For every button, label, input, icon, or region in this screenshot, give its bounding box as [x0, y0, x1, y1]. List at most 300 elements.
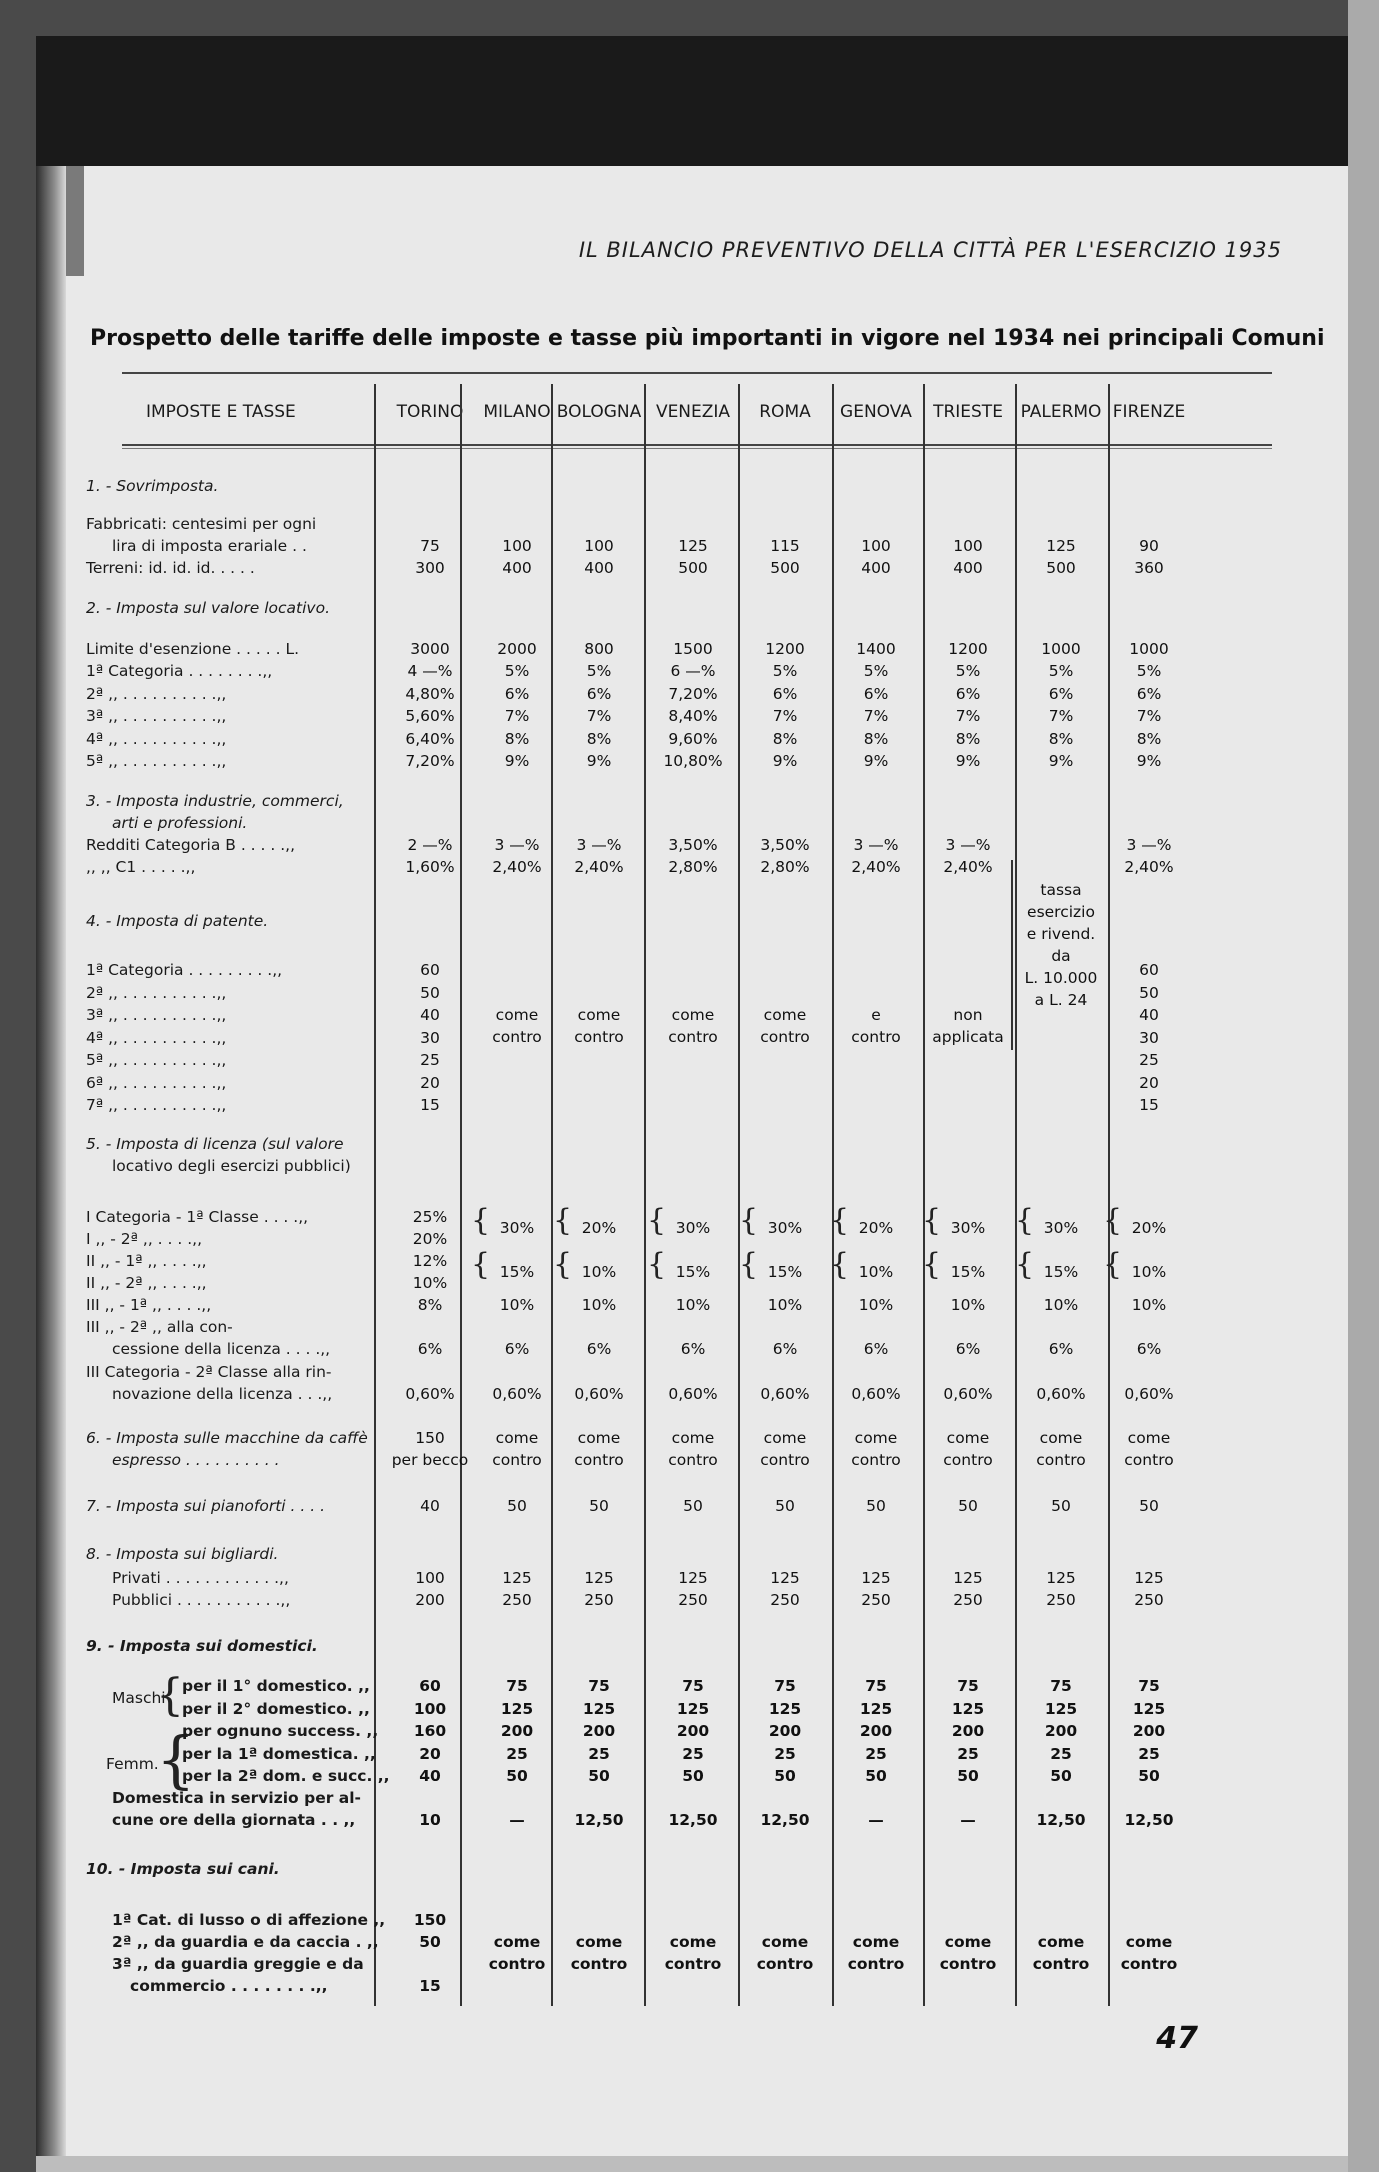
licenza-brace: { [1103, 1247, 1123, 1282]
cell-torino: 25% [412, 1208, 448, 1226]
cell-lim: 1200 [948, 640, 988, 658]
patente-contro: contro [668, 1028, 718, 1046]
cell-dom2: 125 [676, 1699, 710, 1718]
cell-pia: 50 [958, 1497, 978, 1515]
header-rule-top [122, 372, 1272, 374]
cell-caf: come [577, 1429, 621, 1447]
cell-fab2: 100 [953, 537, 983, 555]
row-label: Terreni: id. id. id. . . . . [86, 559, 255, 577]
cell-caf: come [854, 1429, 898, 1447]
column-rule [551, 384, 553, 2006]
cell-caf: come [495, 1429, 539, 1447]
cell-dom3: 200 [768, 1722, 802, 1740]
row-label: 2ª ,, . . . . . . . . . .,, [86, 684, 227, 703]
page-binding-edge [36, 166, 66, 2156]
cell-caf: contro [1036, 1451, 1086, 1469]
patente-contro: contro [851, 1028, 901, 1046]
cell-big1: 125 [678, 1569, 708, 1587]
cani-come: come [1125, 1933, 1173, 1951]
cell-caf: per becco [391, 1451, 469, 1469]
cell-cat4: 8% [586, 729, 612, 748]
cell-dom2: 125 [582, 1699, 616, 1718]
page-binding-strip [66, 166, 84, 276]
cell-cat5: 9% [586, 752, 612, 770]
column-header-imposte: IMPOSTE E TASSE [146, 402, 296, 422]
cell-redC: 2,40% [492, 858, 542, 876]
licenza-brace: { [471, 1247, 491, 1282]
cell-lic7b: 0,60% [760, 1385, 810, 1403]
cell-cat4: 8% [955, 729, 981, 748]
cell-torino: 50 [419, 1933, 441, 1951]
row-label: per la 1ª domestica. ,, [182, 1744, 376, 1763]
cell-cat3: 7% [772, 707, 798, 725]
cell-cat5: 7,20% [405, 752, 455, 770]
licenza-brace: { [1015, 1247, 1035, 1282]
cell-cat2: 6% [955, 684, 981, 703]
row-label: 6ª ,, . . . . . . . . . .,, [86, 1073, 227, 1092]
cell-cat5: 9% [1136, 752, 1162, 770]
licenza-brace: { [830, 1203, 850, 1238]
cell-big2: 250 [1134, 1591, 1164, 1609]
cell-pia: 50 [1139, 1497, 1159, 1515]
cell-cat1: 5% [504, 662, 530, 680]
cell-dom6b: — [868, 1811, 884, 1829]
section-title: 5. - Imposta di licenza (sul valore [86, 1135, 344, 1153]
cell-lim: 3000 [410, 640, 450, 658]
cell-lic5: 10% [499, 1296, 535, 1314]
row-label: I Categoria - 1ª Classe . . . .,, [86, 1208, 309, 1226]
cell-firenze: 60 [1139, 961, 1159, 979]
cell-pia: 50 [775, 1497, 795, 1515]
patente-come: come [577, 1006, 621, 1024]
cani-come: come [669, 1933, 717, 1951]
cell-pia: 40 [420, 1497, 440, 1515]
cell-lic5: 8% [417, 1296, 443, 1314]
cell-dom1: 75 [1138, 1677, 1160, 1695]
cell-big1: 125 [770, 1569, 800, 1587]
cani-contro: contro [756, 1955, 814, 1973]
cell-terr: 500 [770, 559, 800, 577]
cell-lic6b: 6% [586, 1340, 612, 1358]
row-label: Fabbricati: centesimi per ogni [86, 515, 317, 533]
cell-dom6b: — [509, 1811, 525, 1829]
cell-redC: 1,60% [405, 858, 455, 876]
row-label: 2ª ,, da guardia e da caccia . ,, [112, 1933, 379, 1951]
cell-cat2: 4,80% [405, 684, 455, 703]
cell-dom1: 60 [419, 1677, 441, 1695]
row-label: per ognuno success. ,, [182, 1722, 379, 1740]
cell-torino: 15 [420, 1096, 440, 1114]
cell-firenze: 30 [1139, 1028, 1159, 1047]
patente-come: come [495, 1006, 539, 1024]
row-label: cune ore della giornata . . ,, [112, 1811, 356, 1829]
cell-terr: 360 [1134, 559, 1164, 577]
cell-pia: 50 [589, 1497, 609, 1515]
cell-redB: 3 —% [494, 836, 540, 854]
row-label: 7ª ,, . . . . . . . . . .,, [86, 1096, 227, 1114]
cell-cat5: 9% [863, 752, 889, 770]
cell-cat4: 8% [1048, 729, 1074, 748]
column-rule [1108, 384, 1110, 2006]
licenza-lower: 15% [675, 1263, 711, 1281]
licenza-lower: 15% [950, 1263, 986, 1281]
column-rule [460, 384, 462, 2006]
cell-dom4: 25 [506, 1744, 528, 1763]
column-rule [832, 384, 834, 2006]
cell-lim: 1000 [1041, 640, 1081, 658]
patente-contro: applicata [932, 1028, 1004, 1046]
cell-cat4: 8% [1136, 729, 1162, 748]
cell-redC: 2,40% [574, 858, 624, 876]
cell-cat1: 5% [772, 662, 798, 680]
cell-dom2: 125 [859, 1699, 893, 1718]
row-label: cessione della licenza . . . .,, [112, 1340, 331, 1358]
cell-terr: 400 [861, 559, 891, 577]
cell-dom4: 20 [419, 1744, 441, 1763]
column-header-torino: TORINO [396, 402, 464, 422]
licenza-brace: { [922, 1203, 942, 1238]
cell-dom5: 40 [419, 1767, 441, 1785]
row-label: 4ª ,, . . . . . . . . . .,, [86, 1028, 227, 1047]
licenza-lower: 15% [499, 1263, 535, 1281]
column-header-genova: GENOVA [840, 402, 912, 422]
cani-come: come [761, 1933, 809, 1951]
licenza-brace: { [553, 1247, 573, 1282]
cell-redB: 3 —% [576, 836, 622, 854]
page-number: 47 [1156, 2021, 1198, 2056]
licenza-lower: 10% [858, 1263, 894, 1281]
cell-terr: 400 [953, 559, 983, 577]
cell-lic5: 10% [1131, 1296, 1167, 1314]
row-label: 2ª ,, . . . . . . . . . .,, [86, 983, 227, 1002]
cell-caf: come [946, 1429, 990, 1447]
cell-cat1: 5% [586, 662, 612, 680]
row-label: ,, ,, C1 . . . . .,, [86, 858, 196, 876]
palermo-note-line: tassa [1040, 881, 1082, 899]
cani-come: come [493, 1933, 541, 1951]
cell-dom3: 200 [676, 1722, 710, 1740]
section-title: 6. - Imposta sulle macchine da caffè [86, 1429, 368, 1447]
cell-cat2: 6% [1136, 684, 1162, 703]
cani-come: come [1037, 1933, 1085, 1951]
cell-dom3: 200 [951, 1722, 985, 1740]
cell-dom3: 160 [413, 1722, 447, 1740]
document-page [36, 166, 1348, 2156]
row-label: Domestica in servizio per al- [112, 1789, 361, 1807]
cell-cat1: 5% [863, 662, 889, 680]
cell-dom5: 50 [1050, 1767, 1072, 1785]
cani-come: come [852, 1933, 900, 1951]
row-label: per il 2° domestico. ,, [182, 1699, 370, 1718]
section-title: 10. - Imposta sui cani. [86, 1860, 280, 1878]
palermo-bracket [1011, 860, 1013, 1050]
column-rule [923, 384, 925, 2006]
cell-dom1: 75 [1050, 1677, 1072, 1695]
cell-cat1: 6 —% [670, 662, 716, 680]
row-label: III Categoria - 2ª Classe alla rin- [86, 1363, 332, 1381]
cani-contro: contro [939, 1955, 997, 1973]
row-label: 5ª ,, . . . . . . . . . .,, [86, 752, 227, 770]
cell-lic7b: 0,60% [668, 1385, 718, 1403]
licenza-lower: 15% [1043, 1263, 1079, 1281]
cell-big2: 250 [953, 1591, 983, 1609]
cell-cat5: 9% [772, 752, 798, 770]
licenza-upper: 20% [1131, 1219, 1167, 1237]
cell-dom3: 200 [582, 1722, 616, 1740]
cell-dom1: 75 [682, 1677, 704, 1695]
cell-redB: 3 —% [945, 836, 991, 854]
cell-dom4: 25 [774, 1744, 796, 1763]
running-header: IL BILANCIO PREVENTIVO DELLA CITTÀ PER L'ESERCIZIO 1935 [578, 238, 1282, 262]
column-header-roma: ROMA [759, 402, 811, 422]
cell-fab2: 75 [420, 537, 440, 555]
cell-cat1: 5% [1048, 662, 1074, 680]
cell-cat4: 6,40% [405, 729, 455, 748]
cell-firenze: 50 [1139, 983, 1159, 1002]
cell-big2: 250 [502, 1591, 532, 1609]
licenza-upper: 30% [950, 1219, 986, 1237]
cell-lim: 1200 [765, 640, 805, 658]
cell-big2: 250 [1046, 1591, 1076, 1609]
cell-big2: 250 [678, 1591, 708, 1609]
licenza-brace: { [647, 1247, 667, 1282]
section-title: 9. - Imposta sui domestici. [86, 1637, 318, 1655]
femm-brace: { [156, 1723, 196, 1796]
row-label: 5ª ,, . . . . . . . . . .,, [86, 1051, 227, 1069]
cell-dom2: 125 [1044, 1699, 1078, 1718]
scan-background-right [1348, 0, 1379, 2172]
patente-come: non [953, 1006, 983, 1024]
cell-torino: 30 [420, 1028, 440, 1047]
cell-big1: 125 [1134, 1569, 1164, 1587]
cell-lic6b: 6% [772, 1340, 798, 1358]
cell-redB: 3 —% [853, 836, 899, 854]
cell-dom1: 75 [774, 1677, 796, 1695]
cell-cat3: 7% [1048, 707, 1074, 725]
column-header-bologna: BOLOGNA [556, 402, 642, 422]
cell-cat5: 9% [1048, 752, 1074, 770]
cell-cat4: 8% [504, 729, 530, 748]
cell-redC: 2,40% [1124, 858, 1174, 876]
cell-cat3: 7% [955, 707, 981, 725]
patente-come: come [671, 1006, 715, 1024]
cell-pia: 50 [866, 1497, 886, 1515]
cell-dom6b: 12,50 [760, 1811, 810, 1829]
cell-big2: 200 [415, 1591, 445, 1609]
row-label: Redditi Categoria B . . . . .,, [86, 836, 296, 854]
cell-fab2: 125 [678, 537, 708, 555]
cell-big2: 250 [584, 1591, 614, 1609]
cani-contro: contro [1120, 1955, 1178, 1973]
cell-lic7b: 0,60% [492, 1385, 542, 1403]
cell-torino: 20% [412, 1230, 448, 1248]
cani-contro: contro [664, 1955, 722, 1973]
licenza-lower: 10% [1131, 1263, 1167, 1281]
cell-lic7b: 0,60% [574, 1385, 624, 1403]
cell-lic6b: 6% [417, 1340, 443, 1358]
cell-lic6b: 6% [504, 1340, 530, 1358]
cell-cat1: 5% [1136, 662, 1162, 680]
cell-lic7b: 0,60% [851, 1385, 901, 1403]
patente-contro: contro [492, 1028, 542, 1046]
row-label: 4ª ,, . . . . . . . . . .,, [86, 729, 227, 748]
cell-cat3: 7% [586, 707, 612, 725]
row-label: per la 2ª dom. e succ. ,, [182, 1767, 390, 1785]
licenza-brace: { [739, 1247, 759, 1282]
column-header-palermo: PALERMO [1020, 402, 1102, 422]
cell-torino: 12% [412, 1252, 448, 1270]
cell-fab2: 90 [1139, 537, 1159, 555]
cell-redB: 3,50% [760, 836, 810, 854]
cell-fab2: 100 [861, 537, 891, 555]
cell-lic5: 10% [1043, 1296, 1079, 1314]
section-subtitle: arti e professioni. [112, 814, 248, 832]
row-label: Pubblici . . . . . . . . . . .,, [112, 1591, 291, 1609]
row-label: lira di imposta erariale . . [112, 537, 307, 555]
row-label: III ,, - 2ª ,, alla con- [86, 1318, 233, 1336]
cell-cat3: 8,40% [668, 707, 718, 725]
cell-terr: 500 [678, 559, 708, 577]
cell-firenze: 25 [1139, 1051, 1159, 1069]
section-title: 2. - Imposta sul valore locativo. [86, 599, 331, 617]
cell-big1: 100 [415, 1569, 445, 1587]
cell-cat2: 6% [772, 684, 798, 703]
cell-cat5: 10,80% [663, 752, 723, 770]
cell-cat2: 6% [586, 684, 612, 703]
licenza-brace: { [922, 1247, 942, 1282]
cell-dom5: 50 [957, 1767, 979, 1785]
cell-big1: 125 [584, 1569, 614, 1587]
cell-pia: 50 [1051, 1497, 1071, 1515]
cell-torino: 15 [419, 1977, 441, 1995]
cell-dom4: 25 [1138, 1744, 1160, 1763]
cell-big2: 250 [861, 1591, 891, 1609]
cani-contro: contro [570, 1955, 628, 1973]
section-title: 8. - Imposta sui bigliardi. [86, 1545, 279, 1563]
cell-cat1: 4 —% [407, 662, 453, 680]
cell-dom6b: — [960, 1811, 976, 1829]
cell-cat3: 7% [504, 707, 530, 725]
cell-fab2: 100 [584, 537, 614, 555]
licenza-brace: { [830, 1247, 850, 1282]
cell-cat2: 6% [863, 684, 889, 703]
cell-terr: 400 [584, 559, 614, 577]
licenza-brace: { [553, 1203, 573, 1238]
cell-caf: contro [1124, 1451, 1174, 1469]
section-title: 7. - Imposta sui pianoforti . . . . [86, 1497, 326, 1515]
cell-lim: 1400 [856, 640, 896, 658]
cell-dom4: 25 [865, 1744, 887, 1763]
cell-fab2: 115 [770, 537, 800, 555]
cell-dom1: 75 [865, 1677, 887, 1695]
cell-torino: 10% [412, 1274, 448, 1292]
section-title: 1. - Sovrimposta. [86, 477, 219, 495]
cell-dom4: 25 [682, 1744, 704, 1763]
row-label: per il 1° domestico. ,, [182, 1677, 370, 1695]
cell-caf: contro [943, 1451, 993, 1469]
row-label: 1ª Categoria . . . . . . . .,, [86, 662, 273, 680]
cell-lic6b: 6% [863, 1340, 889, 1358]
cell-cat3: 7% [1136, 707, 1162, 725]
cell-torino: 25 [420, 1051, 440, 1069]
column-header-milano: MILANO [483, 402, 551, 422]
cell-cat5: 9% [504, 752, 530, 770]
cell-torino: 150 [413, 1911, 447, 1929]
cani-come: come [575, 1933, 623, 1951]
cell-lim: 1000 [1129, 640, 1169, 658]
scan-background-top [0, 0, 1379, 36]
cell-cat2: 6% [504, 684, 530, 703]
row-label: 3ª ,, da guardia greggie e da [112, 1955, 364, 1973]
cell-dom6b: 10 [419, 1811, 441, 1829]
licenza-brace: { [1103, 1203, 1123, 1238]
cell-redC: 2,80% [760, 858, 810, 876]
cell-lic7b: 0,60% [1036, 1385, 1086, 1403]
section-title: 3. - Imposta industrie, commerci, [86, 792, 344, 810]
cell-redC: 2,80% [668, 858, 718, 876]
scan-background-left [0, 0, 36, 2172]
row-label: II ,, - 1ª ,, . . . .,, [86, 1252, 207, 1270]
cell-dom5: 50 [588, 1767, 610, 1785]
patente-contro: contro [574, 1028, 624, 1046]
licenza-upper: 30% [1043, 1219, 1079, 1237]
cell-lic6b: 6% [680, 1340, 706, 1358]
licenza-upper: 20% [581, 1219, 617, 1237]
cell-pia: 50 [683, 1497, 703, 1515]
cell-terr: 500 [1046, 559, 1076, 577]
cell-cat1: 5% [955, 662, 981, 680]
cell-cat2: 7,20% [668, 684, 718, 703]
cell-dom3: 200 [1132, 1722, 1166, 1740]
row-label: I ,, - 2ª ,, . . . .,, [86, 1230, 203, 1248]
cell-lic7b: 0,60% [1124, 1385, 1174, 1403]
cell-cat3: 5,60% [405, 707, 455, 725]
cell-lim: 1500 [673, 640, 713, 658]
palermo-note-line: da [1051, 947, 1071, 965]
cell-dom5: 50 [682, 1767, 704, 1785]
cell-caf: come [1039, 1429, 1083, 1447]
cell-dom5: 50 [506, 1767, 528, 1785]
cell-torino: 40 [420, 1006, 440, 1024]
patente-come: e [871, 1006, 881, 1024]
cell-lic5: 10% [767, 1296, 803, 1314]
column-header-trieste: TRIESTE [933, 402, 1003, 422]
cani-contro: contro [847, 1955, 905, 1973]
cell-firenze: 40 [1139, 1006, 1159, 1024]
cell-lic5: 10% [950, 1296, 986, 1314]
row-label: 3ª ,, . . . . . . . . . .,, [86, 1006, 227, 1024]
cell-cat5: 9% [955, 752, 981, 770]
cell-redB: 3 —% [1126, 836, 1172, 854]
maschi-label: Maschi [112, 1689, 166, 1707]
licenza-lower: 10% [581, 1263, 617, 1281]
cell-pia: 50 [507, 1497, 527, 1515]
licenza-upper: 20% [858, 1219, 894, 1237]
cell-caf: come [671, 1429, 715, 1447]
cell-big1: 125 [953, 1569, 983, 1587]
cell-dom4: 25 [957, 1744, 979, 1763]
cell-caf: contro [492, 1451, 542, 1469]
scan-dark-strip [36, 36, 1348, 166]
column-header-venezia: VENEZIA [655, 402, 731, 422]
cell-caf: contro [668, 1451, 718, 1469]
cell-torino: 50 [420, 983, 440, 1002]
cell-fab2: 100 [502, 537, 532, 555]
cell-lic7b: 0,60% [405, 1385, 455, 1403]
licenza-lower: 15% [767, 1263, 803, 1281]
cell-cat3: 7% [863, 707, 889, 725]
cell-dom1: 75 [957, 1677, 979, 1695]
